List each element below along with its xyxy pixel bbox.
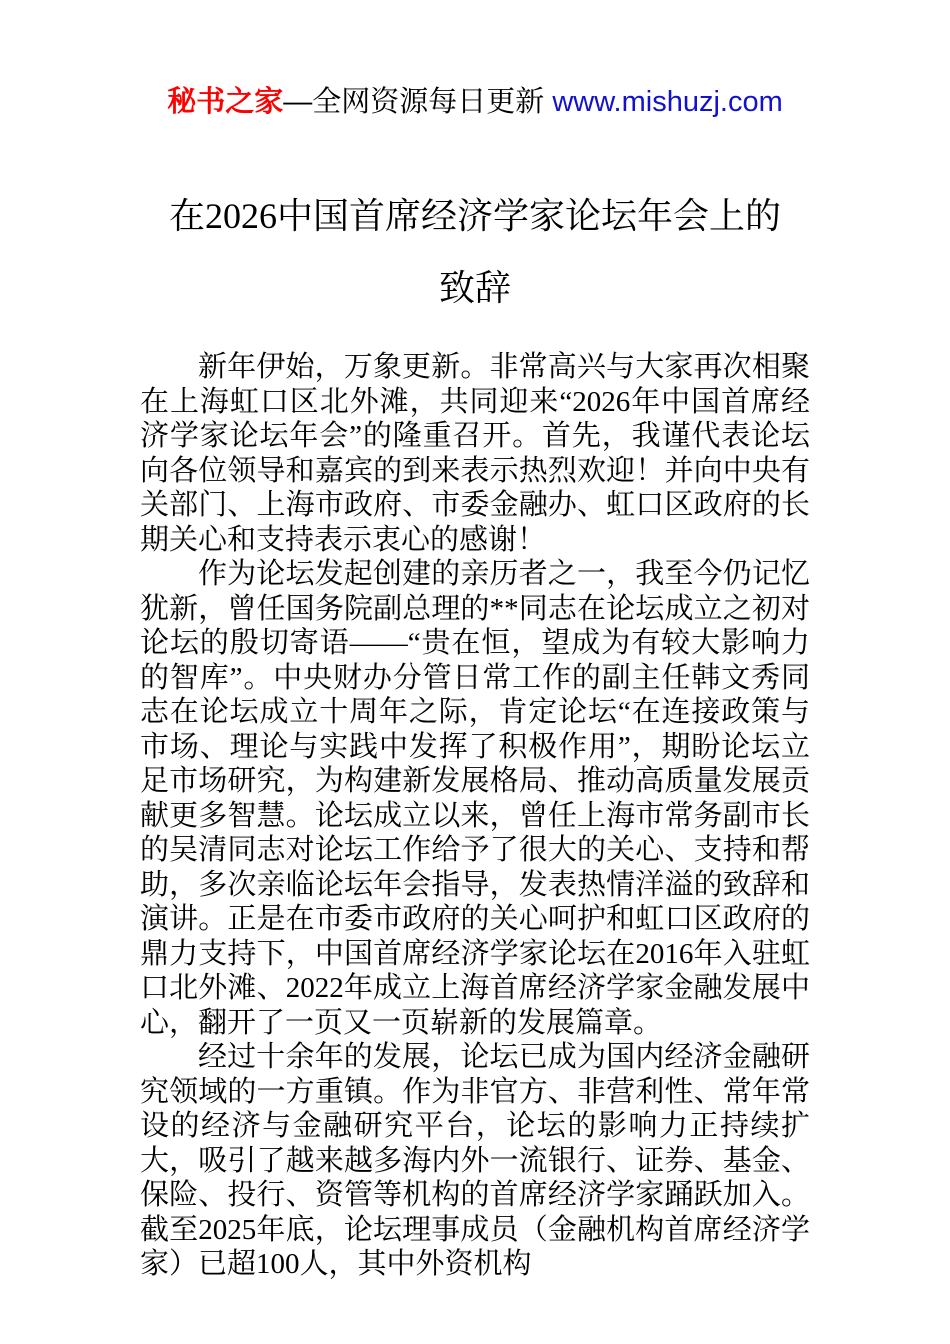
doc-paragraph-3: 经过十余年的发展，论坛已成为国内经济金融研究领域的一方重镇。作为非官方、非营利性、常年常设的经济与金融研究平台，论坛的影响力正持续扩大，吸引了越来越多海内外一流银行、证券、基金、保险、投行、资管等机构的首席经济学家踊跃加入。截至2025年底，论坛理事成员（金融机构首席经济学家）已超100人，其中外资机构	[140, 1041, 810, 1280]
doc-paragraph-2: 作为论坛发起创建的亲历者之一，我至今仍记忆犹新，曾任国务院副总理的**同志在论坛成立之初对论坛的殷切寄语——“贵在恒，望成为有较大影响力的智库”。中央财办分管日常工作的副主任韩文秀同志在论坛成立十周年之际，肯定论坛“在连接政策与市场、理论与实践中发挥了积极作用”，期盼论坛立足市场研究，为构建新发展格局、推动高质量发展贡献更多智慧。论坛成立以来，曾任上海市常务副市长的吴清同志对论坛工作给予了很大的关心、支持和帮助，多次亲临论坛年会指导，发表热情洋溢的致辞和演讲。正是在市委市政府的关心呵护和虹口区政府的鼎力支持下，中国首席经济学家论坛在2016年入驻虹口北外滩、2022年成立上海首席经济学家金融发展中心，翻开了一页又一页崭新的发展篇章。	[140, 558, 810, 1039]
site-brand: 秘书之家	[167, 86, 284, 118]
doc-body	[0, 350, 950, 1282]
doc-paragraph-1: 新年伊始，万象更新。非常高兴与大家再次相聚在上海虹口区北外滩，共同迎来“2026年中国首席经济学家论坛年会”的隆重召开。首先，我谨代表论坛向各位领导和嘉宾的到来表示热烈欢迎！并向中央有关部门、上海市政府、市委金融办、虹口区政府的长期关心和支持表示衷心的感谢！	[140, 351, 810, 556]
doc-title-line1: 在2026中国首席经济学家论坛年会上的	[168, 196, 781, 236]
site-header	[0, 0, 950, 118]
doc-title-line2: 致辞	[438, 268, 511, 308]
doc-title	[0, 180, 950, 324]
site-url-link[interactable]: www.mishuzj.com	[552, 86, 783, 118]
site-tagline: —全网资源每日更新	[283, 86, 553, 118]
